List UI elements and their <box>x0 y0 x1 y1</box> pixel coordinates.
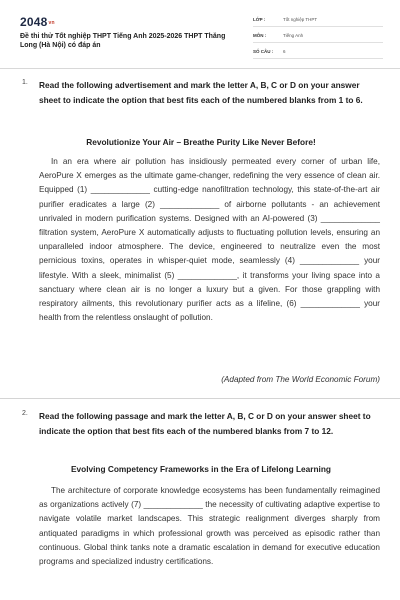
passage-source: (Adapted from The World Economic Forum) <box>221 375 380 384</box>
meta-row-subject <box>253 30 383 43</box>
passage-title: Revolutionize Your Air – Breathe Purity Like Never Before! <box>86 137 316 147</box>
meta-value: Tốt nghiệp THPT <box>283 17 318 22</box>
meta-row-class <box>253 14 383 27</box>
exam-title: Đề thi thử Tốt nghiệp THPT Tiếng Anh 2025-2026 THPT Thăng Long (Hà Nội) có đáp án <box>20 33 226 49</box>
meta-row-count <box>253 46 383 59</box>
section-divider <box>0 398 400 399</box>
meta-label: LỚP : <box>253 17 266 22</box>
question-1 <box>22 78 380 398</box>
passage-body <box>39 484 380 569</box>
logo-suffix: vn <box>48 20 55 26</box>
question-instruction: Read the following advertisement and mark the letter A, B, C or D on your answer sheet to indicate the option that best fits each of the numbered blanks from 1 to 6. <box>39 80 363 105</box>
exam-meta <box>253 14 383 62</box>
passage-body <box>39 155 380 325</box>
question-number: 1. <box>22 79 28 86</box>
passage-paragraph: In an era where air pollution has insidiously permeated every corner of urban life, AeroPure X emerges as the ultimate game-changer, redefining the very essence of clean air. Equipped (1) _____________ cutting-edge nanofiltration technology, this state-of-the-art air purifier eradicates a large (2) _____________ of airborne pollutants - an achievement unrivaled in modern purification systems. Designed with an AI-powered (3) _____________ filtration system, AeroPure X automatically adjusts to fluctuating pollution levels, ensuring an unparalleled indoor atmosphere. The device, engineered to neutralize even the most pernicious toxins, operates in whisper-quiet mode, seamlessly (4) _____________ your lifestyle. With a sleek, minimalist (5) _____________, it transforms your living space into a sanctuary where clean air is no longer a luxury but a given. For those grappling with respiratory ailments, this revolutionary purifier acts as a lifeline, (6) _____________ your health from the relentless onslaught of pollution. <box>39 157 380 323</box>
meta-label: MÔN : <box>253 33 267 38</box>
question-instruction: Read the following passage and mark the letter A, B, C or D on your answer sheet to indicate the option that best fits each of the numbered blanks from 7 to 12. <box>39 411 371 436</box>
passage-paragraph: The architecture of corporate knowledge ecosystems has been fundamentally reimagined as organizations actively (7) _____________ the necessity of cultivating adaptive expertise to navigate volatile market landscapes. This strategic realignment diverges sharply from antiquated paradigms in which professional growth was perceived as episodic rather than continuous. Global think tanks note a dramatic escalation in demand for executive education programs and specialized industry certifications. <box>39 486 380 567</box>
site-logo[interactable] <box>20 15 55 29</box>
meta-label: SỐ CÂU : <box>253 49 274 54</box>
logo-text: 2048 <box>20 15 48 29</box>
meta-value: 6 <box>283 49 286 54</box>
meta-value: Tiếng Anh <box>283 33 304 38</box>
question-2 <box>22 409 380 600</box>
passage-title: Evolving Competency Frameworks in the Era of Lifelong Learning <box>70 464 331 474</box>
page-header <box>0 0 400 69</box>
question-number: 2. <box>22 410 28 417</box>
